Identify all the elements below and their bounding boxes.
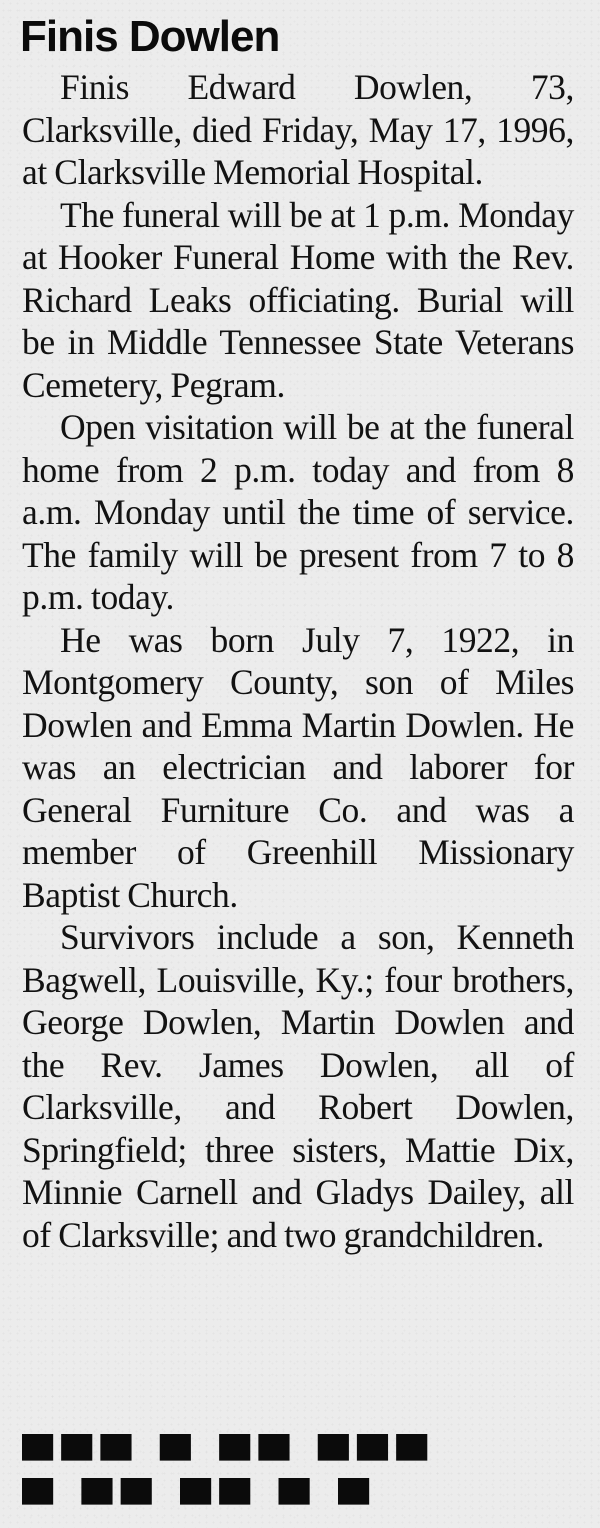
cropped-headline-strokes: ▀▀▀ ▀ ▀▀ ▀▀▀ ▀ ▀▀ ▀▀ ▀ ▀ <box>22 1435 436 1528</box>
obituary-paragraph-visitation: Open visitation will be at the funeral home from 2 p.m. today and from 8 a.m. Monday until the time of service. The family will be present from 7 to 8 p.m. today. <box>22 407 574 617</box>
next-headline-cropped-decoration <box>22 1435 492 1528</box>
obituary-paragraph-biography: He was born July 7, 1922, in Montgomery County, son of Miles Dowlen and Emma Martin Dowlen. He was an electrician and laborer for General Furniture Co. and was a member of Greenhill Missionary Baptist Church. <box>22 619 574 915</box>
obituary-paragraph-death-notice: Finis Edward Dowlen, 73, Clarksville, died Friday, May 17, 1996, at Clarksville Memorial Hospital. <box>22 67 574 192</box>
obituary-paragraph-survivors: Survivors include a son, Kenneth Bagwell, Louisville, Ky.; four brothers, George Dowlen, Martin Dowlen and the Rev. James Dowlen, all of Clarksville, and Robert Dowlen, Springfield; three sisters, Mattie Dix, Minnie Carnell and Gladys Dailey, all of Clarksville; and two grandchildren. <box>22 917 574 1255</box>
obituary-paragraph-funeral: The funeral will be at 1 p.m. Monday at Hooker Funeral Home with the Rev. Richard Leaks officiating. Burial will be in Middle Tennessee State Veterans Cemetery, Pegram. <box>22 194 574 405</box>
obituary-column <box>22 8 574 1256</box>
obituary-headline: Finis Dowlen <box>20 12 280 61</box>
